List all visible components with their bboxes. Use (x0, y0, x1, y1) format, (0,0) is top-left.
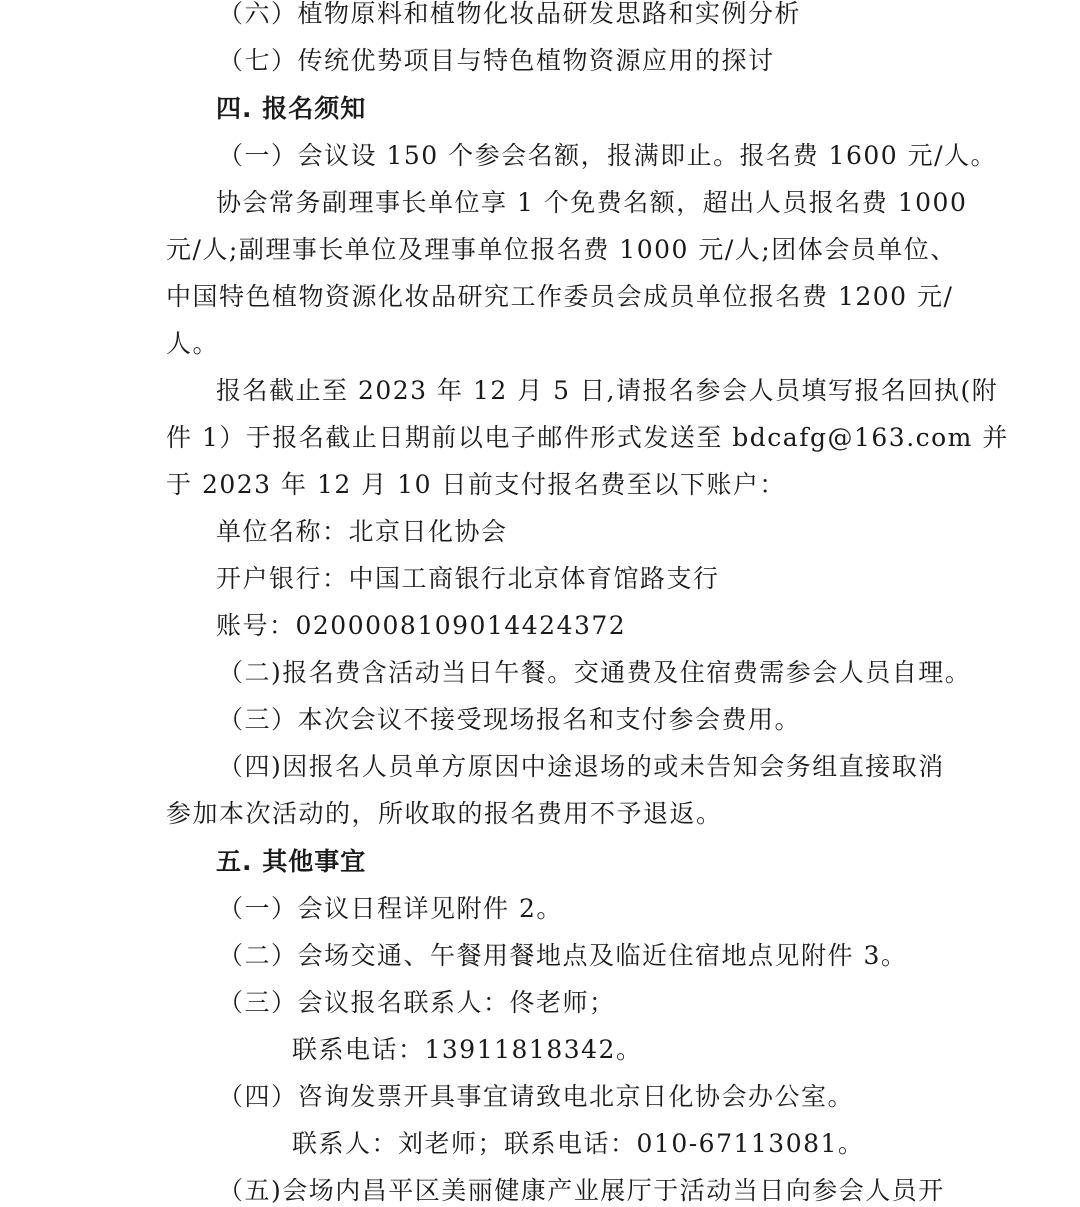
item-2-venue-transport: （二）会场交通、午餐用餐地点及临近住宿地点见附件 3。 (218, 941, 908, 970)
item-1-schedule: （一）会议日程详见附件 2。 (218, 894, 563, 923)
registration-email: 件 1）于报名截止日期前以电子邮件形式发送至 bdcafg@163.com 并 (166, 423, 1009, 452)
item-5-exhibition-hall: （五)会场内昌平区美丽健康产业展厅于活动当日向参会人员开 (218, 1176, 945, 1205)
account-name: 单位名称：北京日化协会 (216, 517, 508, 546)
account-number: 账号：0200008109014424372 (216, 611, 627, 640)
section-4-heading: 四. 报名须知 (216, 94, 367, 123)
item-4-no-refund-cont: 参加本次活动的，所收取的报名费用不予退返。 (166, 799, 723, 828)
item-6-research-ideas: （六）植物原料和植物化妆品研发思路和实例分析 (218, 0, 802, 28)
section-5-heading: 五. 其他事宜 (216, 847, 367, 876)
vice-chair-member-fee: 元/人;副理事长单位及理事单位报名费 1000 元/人;团体会员单位、 (166, 235, 957, 264)
fee-line-end: 人。 (166, 329, 220, 358)
registration-deadline: 报名截止至 2023 年 12 月 5 日,请报名参会人员填写报名回执(附 (216, 376, 999, 405)
item-4-invoice-inquiry: （四）咨询发票开具事宜请致电北京日化协会办公室。 (218, 1082, 855, 1111)
item-2-fee-includes-lunch: （二)报名费含活动当日午餐。交通费及住宿费需参会人员自理。 (218, 658, 972, 687)
executive-vice-chair-fee: 协会常务副理事长单位享 1 个免费名额，超出人员报名费 1000 (216, 188, 968, 217)
item-3-registration-contact: （三）会议报名联系人：佟老师； (218, 988, 616, 1017)
item-7-traditional-projects: （七）传统优势项目与特色植物资源应用的探讨 (218, 46, 775, 75)
invoice-contact: 联系人：刘老师；联系电话：010-67113081。 (292, 1129, 865, 1158)
registration-quota-fee: （一）会议设 150 个参会名额，报满即止。报名费 1600 元/人。 (218, 141, 998, 170)
registration-contact-phone: 联系电话：13911818342。 (292, 1035, 643, 1064)
committee-member-fee: 中国特色植物资源化妆品研究工作委员会成员单位报名费 1200 元/ (166, 282, 954, 311)
item-4-no-refund: （四)因报名人员单方原因中途退场的或未告知会务组直接取消 (218, 752, 945, 781)
payment-deadline: 于 2023 年 12 月 10 日前支付报名费至以下账户： (166, 470, 786, 499)
item-3-no-onsite-registration: （三）本次会议不接受现场报名和支付参会费用。 (218, 705, 802, 734)
account-bank: 开户银行：中国工商银行北京体育馆路支行 (216, 564, 720, 593)
